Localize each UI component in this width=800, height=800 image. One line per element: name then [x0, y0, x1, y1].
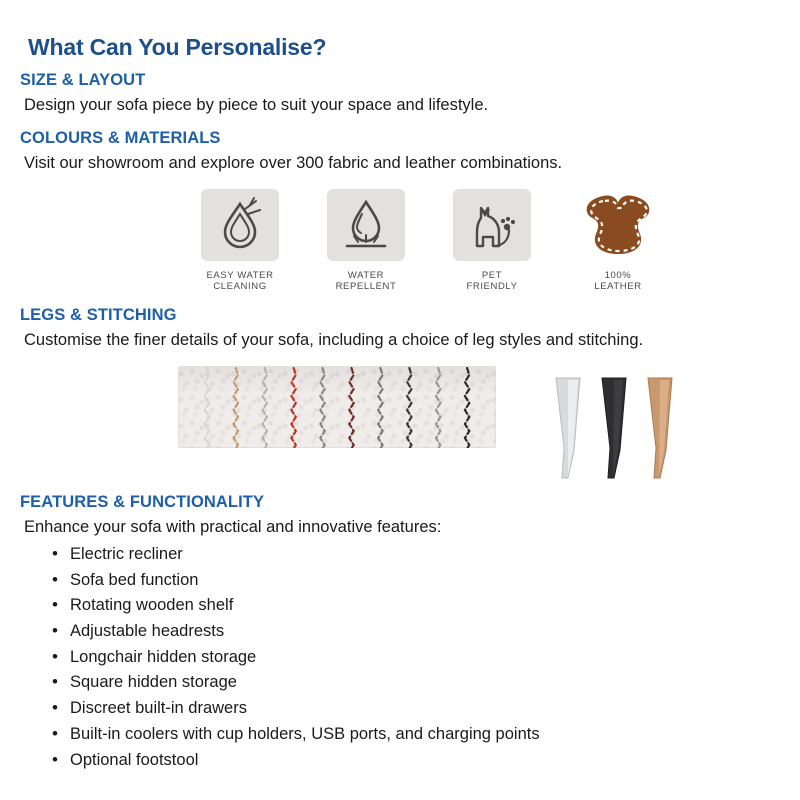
icon-caption-line1: PET: [481, 269, 503, 281]
list-item: • Optional footstool: [52, 748, 782, 774]
list-item: • Adjustable headrests: [52, 619, 782, 645]
icon-caption-line2: REPELLENT: [335, 281, 397, 293]
section-heading-size-layout: SIZE & LAYOUT: [20, 71, 146, 89]
list-item: • Square hidden storage: [52, 670, 782, 696]
icon-caption-line2: CLEANING: [213, 281, 267, 293]
icon-caption-line2: FRIENDLY: [466, 281, 518, 293]
section-body-colours-materials: Visit our showroom and explore over 300 fabric and leather combinations.: [24, 154, 563, 173]
icon-item-100-leather: [578, 189, 658, 294]
section-heading-colours-materials: COLOURS & MATERIALS: [20, 129, 221, 148]
sofa-leg-silver: [554, 376, 588, 480]
legs-stitching-image-row: [18, 366, 782, 480]
icon-item-water-repellent: [326, 189, 406, 294]
section-body-legs-stitching: Customise the finer details of your sofa, including a choice of leg styles and stitching.: [24, 331, 644, 350]
list-item: • Longchair hidden storage: [52, 645, 782, 671]
100-percent-leather-icon: [579, 189, 657, 261]
list-item: • Electric recliner: [52, 542, 782, 568]
features-list: [18, 542, 782, 774]
icon-caption-line1: 100%: [604, 269, 632, 281]
list-item: • Discreet built-in drawers: [52, 696, 782, 722]
pet-friendly-icon: [453, 189, 531, 261]
sofa-leg-black: [600, 376, 634, 480]
list-item: • Sofa bed function: [52, 568, 782, 594]
icon-caption-line1: WATER: [347, 269, 385, 281]
material-icon-row: [200, 189, 782, 294]
easy-water-cleaning-icon: [201, 189, 279, 261]
stitching-samples-image: [178, 366, 496, 448]
page-title: What Can You Personalise?: [28, 34, 327, 60]
sofa-leg-samples: [554, 366, 680, 480]
sofa-leg-copper: [646, 376, 680, 480]
section-heading-features-functionality: FEATURES & FUNCTIONALITY: [20, 492, 265, 511]
icon-caption-line1: EASY WATER: [206, 269, 274, 281]
icon-caption-pet-friendly: [466, 270, 517, 294]
icon-caption-easy-water-cleaning: [206, 270, 273, 294]
icon-caption-line2: LEATHER: [594, 281, 642, 293]
section-body-size-layout: Design your sofa piece by piece to suit your space and lifestyle.: [24, 96, 489, 114]
water-repellent-icon: [327, 189, 405, 261]
list-item: • Rotating wooden shelf: [52, 593, 782, 619]
section-body-features-functionality: Enhance your sofa with practical and innovative features:: [24, 517, 442, 536]
section-heading-legs-stitching: LEGS & STITCHING: [20, 306, 177, 325]
icon-item-pet-friendly: [452, 189, 532, 294]
icon-item-easy-water-cleaning: [200, 189, 280, 294]
icon-caption-water-repellent: [336, 270, 397, 294]
icon-caption-100-leather: [594, 270, 641, 294]
list-item: • Built-in coolers with cup holders, USB ports, and charging points: [52, 722, 782, 748]
